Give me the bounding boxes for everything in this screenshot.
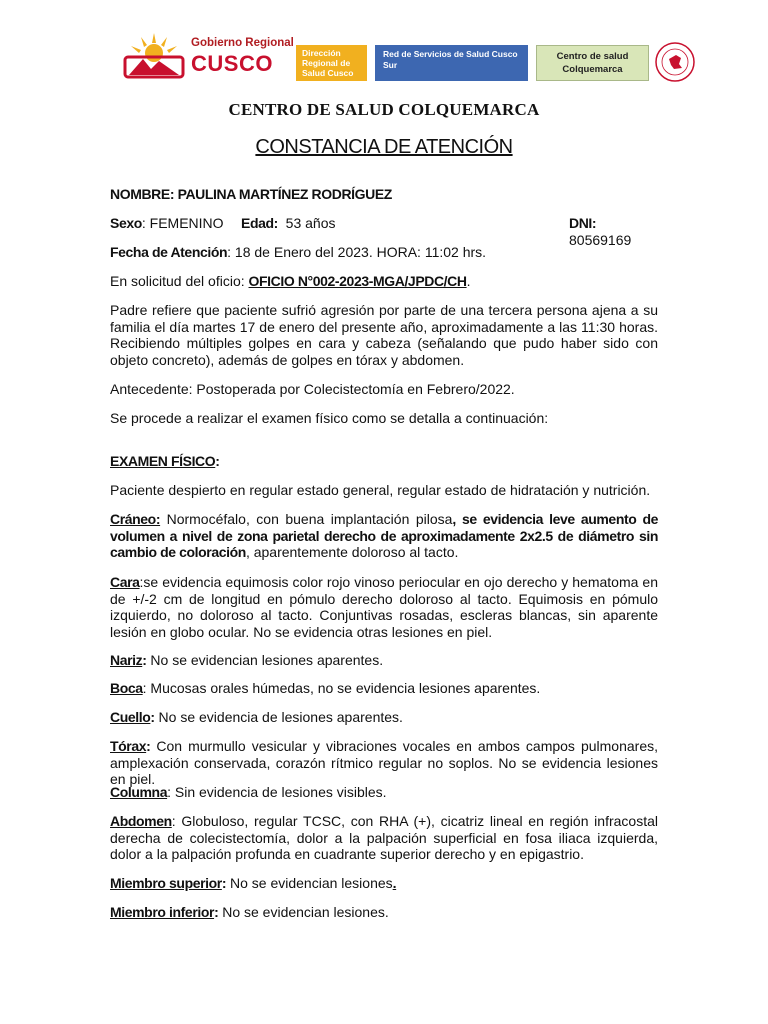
minf-text: No se evidencian lesiones. xyxy=(218,904,389,920)
exam-heading-colon: : xyxy=(215,453,220,469)
age-value: 53 años xyxy=(285,215,336,231)
oficio-row xyxy=(110,273,658,290)
narrative: Padre refiere que paciente sufrió agresión por parte de una tercera persona ajena a su familia el día martes 17 de enero del presente año, aproximadamente a las 11:30 horas. Recibiendo múltiples golpes en cara y cabeza (señalando que pudo haber sido con objeto concreto), además de golpes en tórax y abdomen. xyxy=(110,302,658,368)
dni-value: 80569169 xyxy=(569,231,632,248)
exam-craneo xyxy=(110,511,658,561)
columna-text: : Sin evidencia de lesiones visibles. xyxy=(167,784,387,800)
craneo-text2: , aparentemente doloroso al tacto. xyxy=(245,544,459,560)
torax-text: Con murmullo vesicular y vibraciones vocales en ambos campos pulmonares, amplexación conservada, corazón rítmico regular no soplos. No se evidencia lesiones en piel. xyxy=(110,738,658,787)
minf-label: Miembro inferior xyxy=(110,904,215,920)
seal-icon xyxy=(654,41,696,83)
exam-cara xyxy=(110,574,658,640)
patient-row xyxy=(110,215,658,248)
exam-miembro-inferior: Miembro inferior: No se evidencian lesiones. xyxy=(110,904,389,920)
oficio-prefix: En solicitud del oficio: xyxy=(110,273,249,289)
patient-name: NOMBRE: PAULINA MARTÍNEZ RODRÍGUEZ xyxy=(110,186,392,202)
msup-label: Miembro superior xyxy=(110,875,222,891)
abdomen-text: : Globuloso, regular TCSC, con RHA (+), cicatriz lineal en región infracostal derecha de colecistectomía, dolor a la palpación superficial en fosa iliaca izquierda, dolor a la palpación profunda en cuadrante superior derecho y en epigastrio. xyxy=(110,813,658,862)
exam-columna xyxy=(110,784,658,801)
age-group xyxy=(241,215,336,232)
gobierno-regional-cusco-logo xyxy=(121,31,295,81)
red-servicios-box: Red de Servicios de Salud Cusco Sur xyxy=(375,45,528,81)
document-title: CONSTANCIA DE ATENCIÓN xyxy=(255,136,513,158)
dni-label: DNI: xyxy=(569,215,597,231)
craneo-label: Cráneo: xyxy=(110,511,161,527)
cuello-label: Cuello xyxy=(110,709,151,725)
boca-label: Boca xyxy=(110,680,143,696)
boca-text: : Mucosas orales húmedas, no se evidencia lesiones aparentes. xyxy=(142,680,541,696)
exam-heading xyxy=(110,453,658,470)
nariz-label: Nariz xyxy=(110,652,143,668)
torax-label: Tórax xyxy=(110,738,147,754)
exam-heading-text: EXAMEN FÍSICO xyxy=(110,453,216,469)
exam-general: Paciente despierto en regular estado general, regular estado de hidratación y nutrición. xyxy=(110,482,651,498)
diresa-box: Dirección Regional de Salud Cusco xyxy=(296,45,367,81)
nariz-text: No se evidencian lesiones aparentes. xyxy=(150,652,384,668)
msup-text: No se evidencian lesiones xyxy=(226,875,393,891)
sun-mountain-icon xyxy=(121,31,187,81)
cara-text: :se evidencia equimosis color rojo vinoso periocular en ojo derecho y hematoma en de +/-2 cm de longitud en pómulo derecho doloroso al tacto. Equimosis en pómulo izquierdo, no doloroso al tacto. Conjuntivas rosadas, escleras blancas, sin aparente lesión en globo ocular. No se evidencia otras lesiones en piel. xyxy=(110,574,658,640)
age-label: Edad: xyxy=(241,215,278,231)
procedure-note: Se procede a realizar el examen físico como se detalla a continuación: xyxy=(110,410,549,426)
exam-abdomen xyxy=(110,813,658,863)
date-value: : 18 de Enero del 2023. HORA: 11:02 hrs. xyxy=(227,244,487,260)
center-title: CENTRO DE SALUD COLQUEMARCA xyxy=(228,100,540,119)
sex-label: Sexo xyxy=(110,215,142,231)
craneo-text1: Normocéfalo, con buena implantación pilosa xyxy=(160,511,453,527)
date-label: Fecha de Atención xyxy=(110,244,228,260)
sex-value: : FEMENINO xyxy=(141,215,224,231)
exam-cuello: Cuello: No se evidencia de lesiones aparentes. xyxy=(110,709,403,725)
logo-line1: Gobierno Regional xyxy=(191,37,294,49)
date-row xyxy=(110,244,658,261)
exam-torax: Tórax: Con murmullo vesicular y vibraciones vocales en ambos campos pulmonares, amplexación conservada, corazón rítmico regular no soplos. No se evidencia lesiones en piel. xyxy=(110,738,658,787)
craneo-bold: , se evidencia leve aumento de volumen a nivel de zona parietal derecho de aproximadamente 2x2.5 de diámetro sin cambio de coloración xyxy=(110,511,658,560)
oficio-suffix: . xyxy=(466,273,471,289)
centro-salud-box: Centro de salud Colquemarca xyxy=(536,45,649,81)
oficio-value: OFICIO N°002-2023-MGA/JPDC/CH xyxy=(248,273,467,289)
exam-miembro-superior: Miembro superior: No se evidencian lesiones. xyxy=(110,875,397,891)
cuello-text: No se evidencia de lesiones aparentes. xyxy=(158,709,403,725)
abdomen-label: Abdomen xyxy=(110,813,172,829)
columna-label: Columna xyxy=(110,784,168,800)
exam-nariz: Nariz: No se evidencian lesiones aparentes. xyxy=(110,652,384,668)
cara-label: Cara xyxy=(110,574,140,590)
exam-boca xyxy=(110,680,658,697)
antecedent: Antecedente: Postoperada por Colecistectomía en Febrero/2022. xyxy=(110,381,515,397)
logo-line2: CUSCO xyxy=(191,51,273,76)
